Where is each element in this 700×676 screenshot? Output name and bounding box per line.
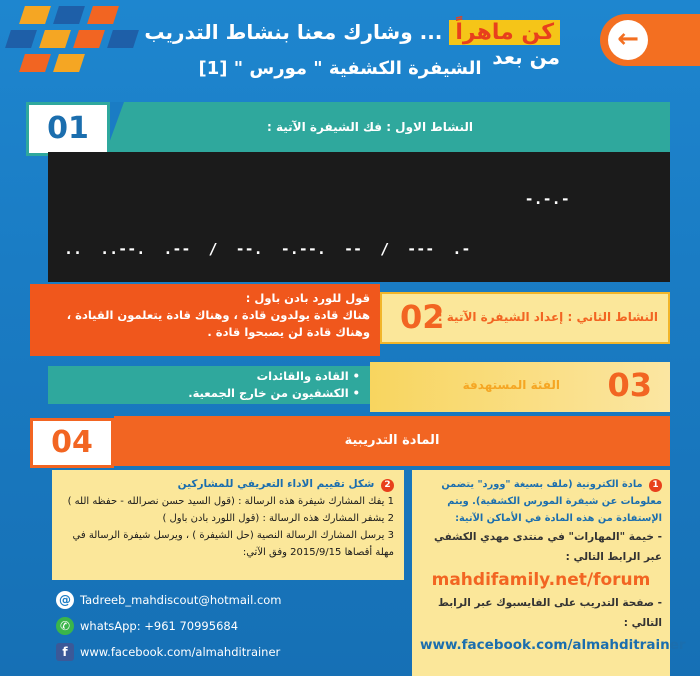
contact-email[interactable] (56, 590, 282, 610)
email-text: Tadreeb_mahdiscout@hotmail.com (80, 593, 282, 607)
title-highlight: كن ماهراً (449, 20, 560, 45)
material-item: - صفحة التدريب على الفايسبوك عبر الرابط التالي : (437, 597, 662, 629)
evaluation-line: 3 يرسل المشارك الرسالة النصية (حل الشيفرة ) ، ويرسل شيفرة الرسالة في مهلة أقصاها 2015/9/15 وفق الآتي: (72, 530, 394, 558)
cipher-block (48, 152, 670, 282)
section3-label: الفئة المستهدفة (462, 378, 560, 392)
evaluation-panel (52, 470, 404, 580)
square-deco (5, 30, 37, 48)
square-deco (53, 54, 85, 72)
quote-author: قول للورد بادن باول : (245, 291, 370, 305)
material-panel (412, 470, 686, 676)
section3-number: 03 (607, 366, 652, 404)
at-icon: @ (56, 591, 74, 609)
square-deco (53, 6, 85, 24)
section1-bar (110, 102, 670, 152)
forum-link[interactable]: mahdifamily.net/forum (431, 570, 651, 590)
section2-label: النشاط الثاني : إعداد الشيفرة الآتية : (437, 310, 658, 324)
arrow-left-icon: ← (608, 20, 648, 60)
material-heading: 1 مادة الكترونية (ملف بسيغة "وورد" يتضمن معلومات عن شيفرة المورس الكشفية). ويتم الإستفادة من هذه المادة في الأماكن الآتية: (441, 479, 662, 524)
whatsapp-text: whatsApp: +961 70995684 (80, 619, 239, 633)
section2-number: 02 (400, 298, 445, 336)
section4-number: 04 (30, 418, 114, 468)
facebook-icon: f (56, 643, 74, 661)
square-deco (87, 6, 119, 24)
section4-bar (114, 416, 670, 466)
facebook-trainer-link[interactable]: www.facebook.com/almahditrainer (420, 637, 686, 653)
square-deco (73, 30, 105, 48)
whatsapp-icon: ✆ (56, 617, 74, 635)
quote-text: هناك قادة يولدون قادة ، وهناك قادة يتعلمون القيادة ، وهناك قادة لن يصبحوا قادة . (66, 308, 370, 339)
cipher-line: .. ..--. .-- / --. -.--. -- / --- .- (64, 239, 471, 258)
square-deco (39, 30, 71, 48)
square-deco (107, 30, 139, 48)
page-subtitle: الشيفرة الكشفية " مورس " [1] (198, 58, 482, 79)
title-rest: ... وشارك معنا بنشاط التدريب من بعد (144, 20, 560, 69)
cipher-line: -.-.- (64, 190, 570, 208)
section3-bar (370, 362, 670, 412)
square-deco (19, 6, 51, 24)
number-badge: 1 (649, 479, 662, 492)
list-item: • القادة والقائدات (256, 369, 360, 383)
number-badge: 2 (381, 479, 394, 492)
section2-bar (380, 292, 670, 344)
material-item: - خيمة "المهارات" في منتدى مهدي الكشفي عبر الرابط التالي : (433, 531, 662, 563)
evaluation-line: 2 يشفر المشارك هذه الرسالة : (قول اللورد بادن باول ) (162, 513, 394, 524)
section3-list (48, 366, 370, 404)
contact-whatsapp[interactable] (56, 616, 238, 636)
evaluation-line: 1 يفك المشارك شيفرة هذه الرسالة : (قول السيد حسن نصرالله - حفظه الله ) (67, 496, 394, 507)
back-button[interactable] (600, 14, 700, 66)
section2-quote (30, 284, 380, 356)
section1-label: النشاط الاول : فك الشيفرة الآتية : (267, 120, 473, 134)
evaluation-heading: 2 شكل تقييم الاداء التعريفي للمشاركين (62, 476, 394, 493)
list-item: • الكشفيون من خارج الجمعية. (188, 386, 360, 400)
square-deco (19, 54, 51, 72)
facebook-text: www.facebook.com/almahditrainer (80, 645, 281, 659)
section1-number: 01 (26, 102, 110, 156)
contact-facebook[interactable] (56, 642, 280, 662)
section4-label: المادة التدريبية (344, 433, 440, 448)
decorative-squares (0, 0, 150, 90)
